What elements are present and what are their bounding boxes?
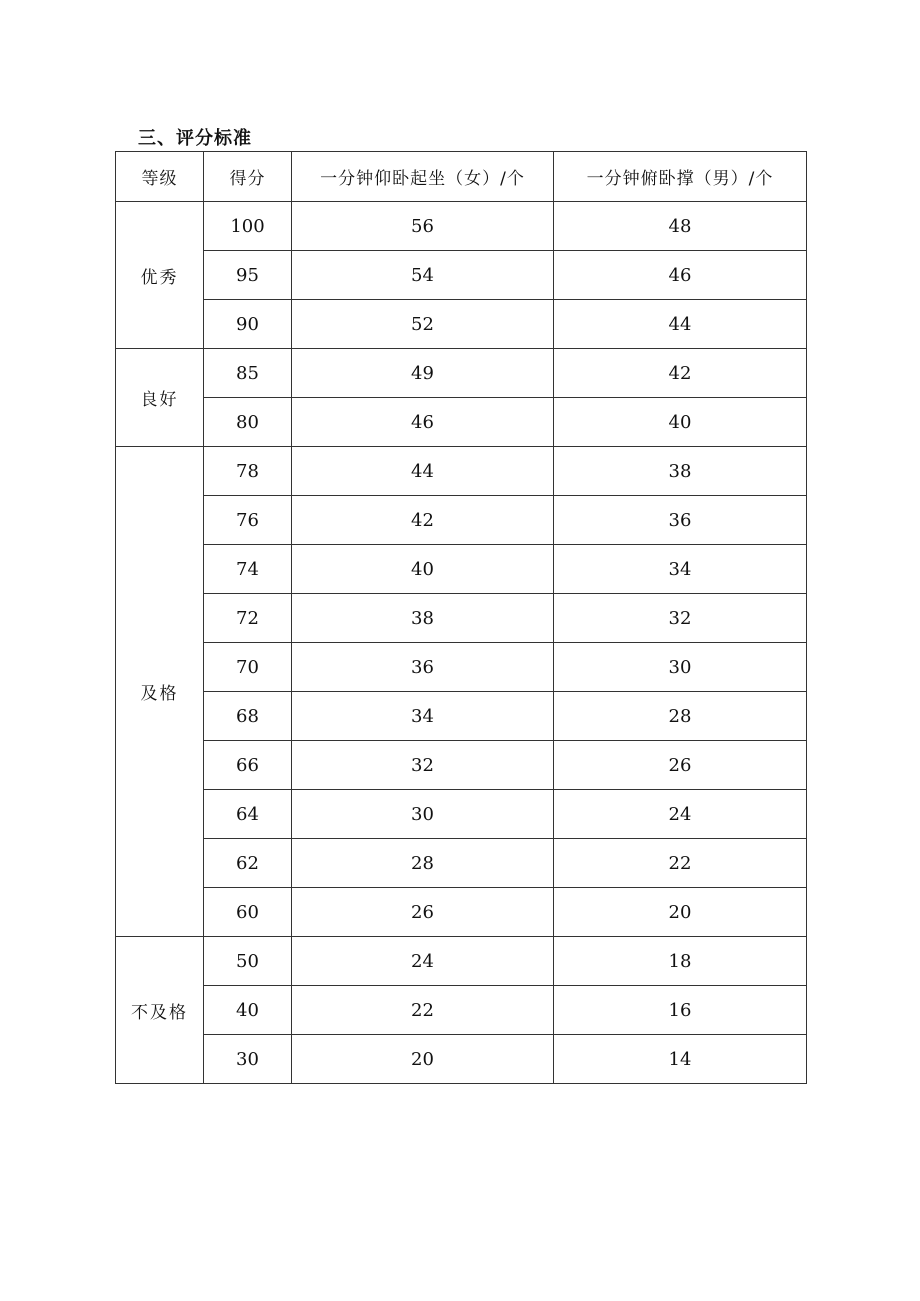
pushups-cell: 34 bbox=[554, 545, 807, 594]
score-cell: 62 bbox=[204, 839, 292, 888]
pushups-cell: 18 bbox=[554, 937, 807, 986]
table-row bbox=[116, 839, 807, 888]
situps-cell: 32 bbox=[292, 741, 554, 790]
header-grade: 等级 bbox=[116, 152, 204, 202]
scoring-standard-table bbox=[115, 151, 807, 1084]
score-cell: 70 bbox=[204, 643, 292, 692]
score-cell: 30 bbox=[204, 1035, 292, 1084]
situps-cell: 46 bbox=[292, 398, 554, 447]
section-title: 三、评分标准 bbox=[138, 128, 252, 149]
table-row bbox=[116, 692, 807, 741]
header-row bbox=[116, 152, 807, 202]
situps-cell: 20 bbox=[292, 1035, 554, 1084]
score-cell: 72 bbox=[204, 594, 292, 643]
table-row bbox=[116, 300, 807, 349]
header-score: 得分 bbox=[204, 152, 292, 202]
pushups-cell: 40 bbox=[554, 398, 807, 447]
situps-cell: 56 bbox=[292, 202, 554, 251]
table-row bbox=[116, 594, 807, 643]
situps-cell: 34 bbox=[292, 692, 554, 741]
score-cell: 90 bbox=[204, 300, 292, 349]
situps-cell: 36 bbox=[292, 643, 554, 692]
pushups-cell: 38 bbox=[554, 447, 807, 496]
situps-cell: 40 bbox=[292, 545, 554, 594]
pushups-cell: 44 bbox=[554, 300, 807, 349]
table-row bbox=[116, 643, 807, 692]
pushups-cell: 28 bbox=[554, 692, 807, 741]
grade-cell: 优秀 bbox=[116, 202, 204, 349]
situps-cell: 38 bbox=[292, 594, 554, 643]
situps-cell: 24 bbox=[292, 937, 554, 986]
pushups-cell: 16 bbox=[554, 986, 807, 1035]
situps-cell: 52 bbox=[292, 300, 554, 349]
pushups-cell: 46 bbox=[554, 251, 807, 300]
pushups-cell: 42 bbox=[554, 349, 807, 398]
table-row bbox=[116, 202, 807, 251]
score-cell: 40 bbox=[204, 986, 292, 1035]
table-row bbox=[116, 398, 807, 447]
score-cell: 66 bbox=[204, 741, 292, 790]
score-cell: 68 bbox=[204, 692, 292, 741]
pushups-cell: 20 bbox=[554, 888, 807, 937]
score-cell: 50 bbox=[204, 937, 292, 986]
pushups-cell: 14 bbox=[554, 1035, 807, 1084]
situps-cell: 22 bbox=[292, 986, 554, 1035]
pushups-cell: 26 bbox=[554, 741, 807, 790]
table-row bbox=[116, 545, 807, 594]
table-row bbox=[116, 741, 807, 790]
situps-cell: 28 bbox=[292, 839, 554, 888]
score-cell: 60 bbox=[204, 888, 292, 937]
pushups-cell: 36 bbox=[554, 496, 807, 545]
table-row bbox=[116, 349, 807, 398]
table-body bbox=[116, 202, 807, 1084]
pushups-cell: 24 bbox=[554, 790, 807, 839]
table-row bbox=[116, 447, 807, 496]
score-cell: 64 bbox=[204, 790, 292, 839]
situps-cell: 54 bbox=[292, 251, 554, 300]
table-row bbox=[116, 251, 807, 300]
grade-cell: 良好 bbox=[116, 349, 204, 447]
pushups-cell: 32 bbox=[554, 594, 807, 643]
score-cell: 80 bbox=[204, 398, 292, 447]
situps-cell: 42 bbox=[292, 496, 554, 545]
header-pushups-male: 一分钟俯卧撑（男）/个 bbox=[554, 152, 807, 202]
situps-cell: 44 bbox=[292, 447, 554, 496]
score-cell: 76 bbox=[204, 496, 292, 545]
score-cell: 74 bbox=[204, 545, 292, 594]
table-row bbox=[116, 790, 807, 839]
grade-cell: 及格 bbox=[116, 447, 204, 937]
situps-cell: 49 bbox=[292, 349, 554, 398]
grade-cell: 不及格 bbox=[116, 937, 204, 1084]
header-situps-female: 一分钟仰卧起坐（女）/个 bbox=[292, 152, 554, 202]
situps-cell: 26 bbox=[292, 888, 554, 937]
pushups-cell: 48 bbox=[554, 202, 807, 251]
table-row bbox=[116, 496, 807, 545]
table-row bbox=[116, 986, 807, 1035]
score-cell: 78 bbox=[204, 447, 292, 496]
table-row bbox=[116, 1035, 807, 1084]
score-cell: 95 bbox=[204, 251, 292, 300]
score-cell: 100 bbox=[204, 202, 292, 251]
table-row bbox=[116, 937, 807, 986]
pushups-cell: 22 bbox=[554, 839, 807, 888]
table-row bbox=[116, 888, 807, 937]
score-cell: 85 bbox=[204, 349, 292, 398]
situps-cell: 30 bbox=[292, 790, 554, 839]
pushups-cell: 30 bbox=[554, 643, 807, 692]
table-header bbox=[116, 152, 807, 202]
